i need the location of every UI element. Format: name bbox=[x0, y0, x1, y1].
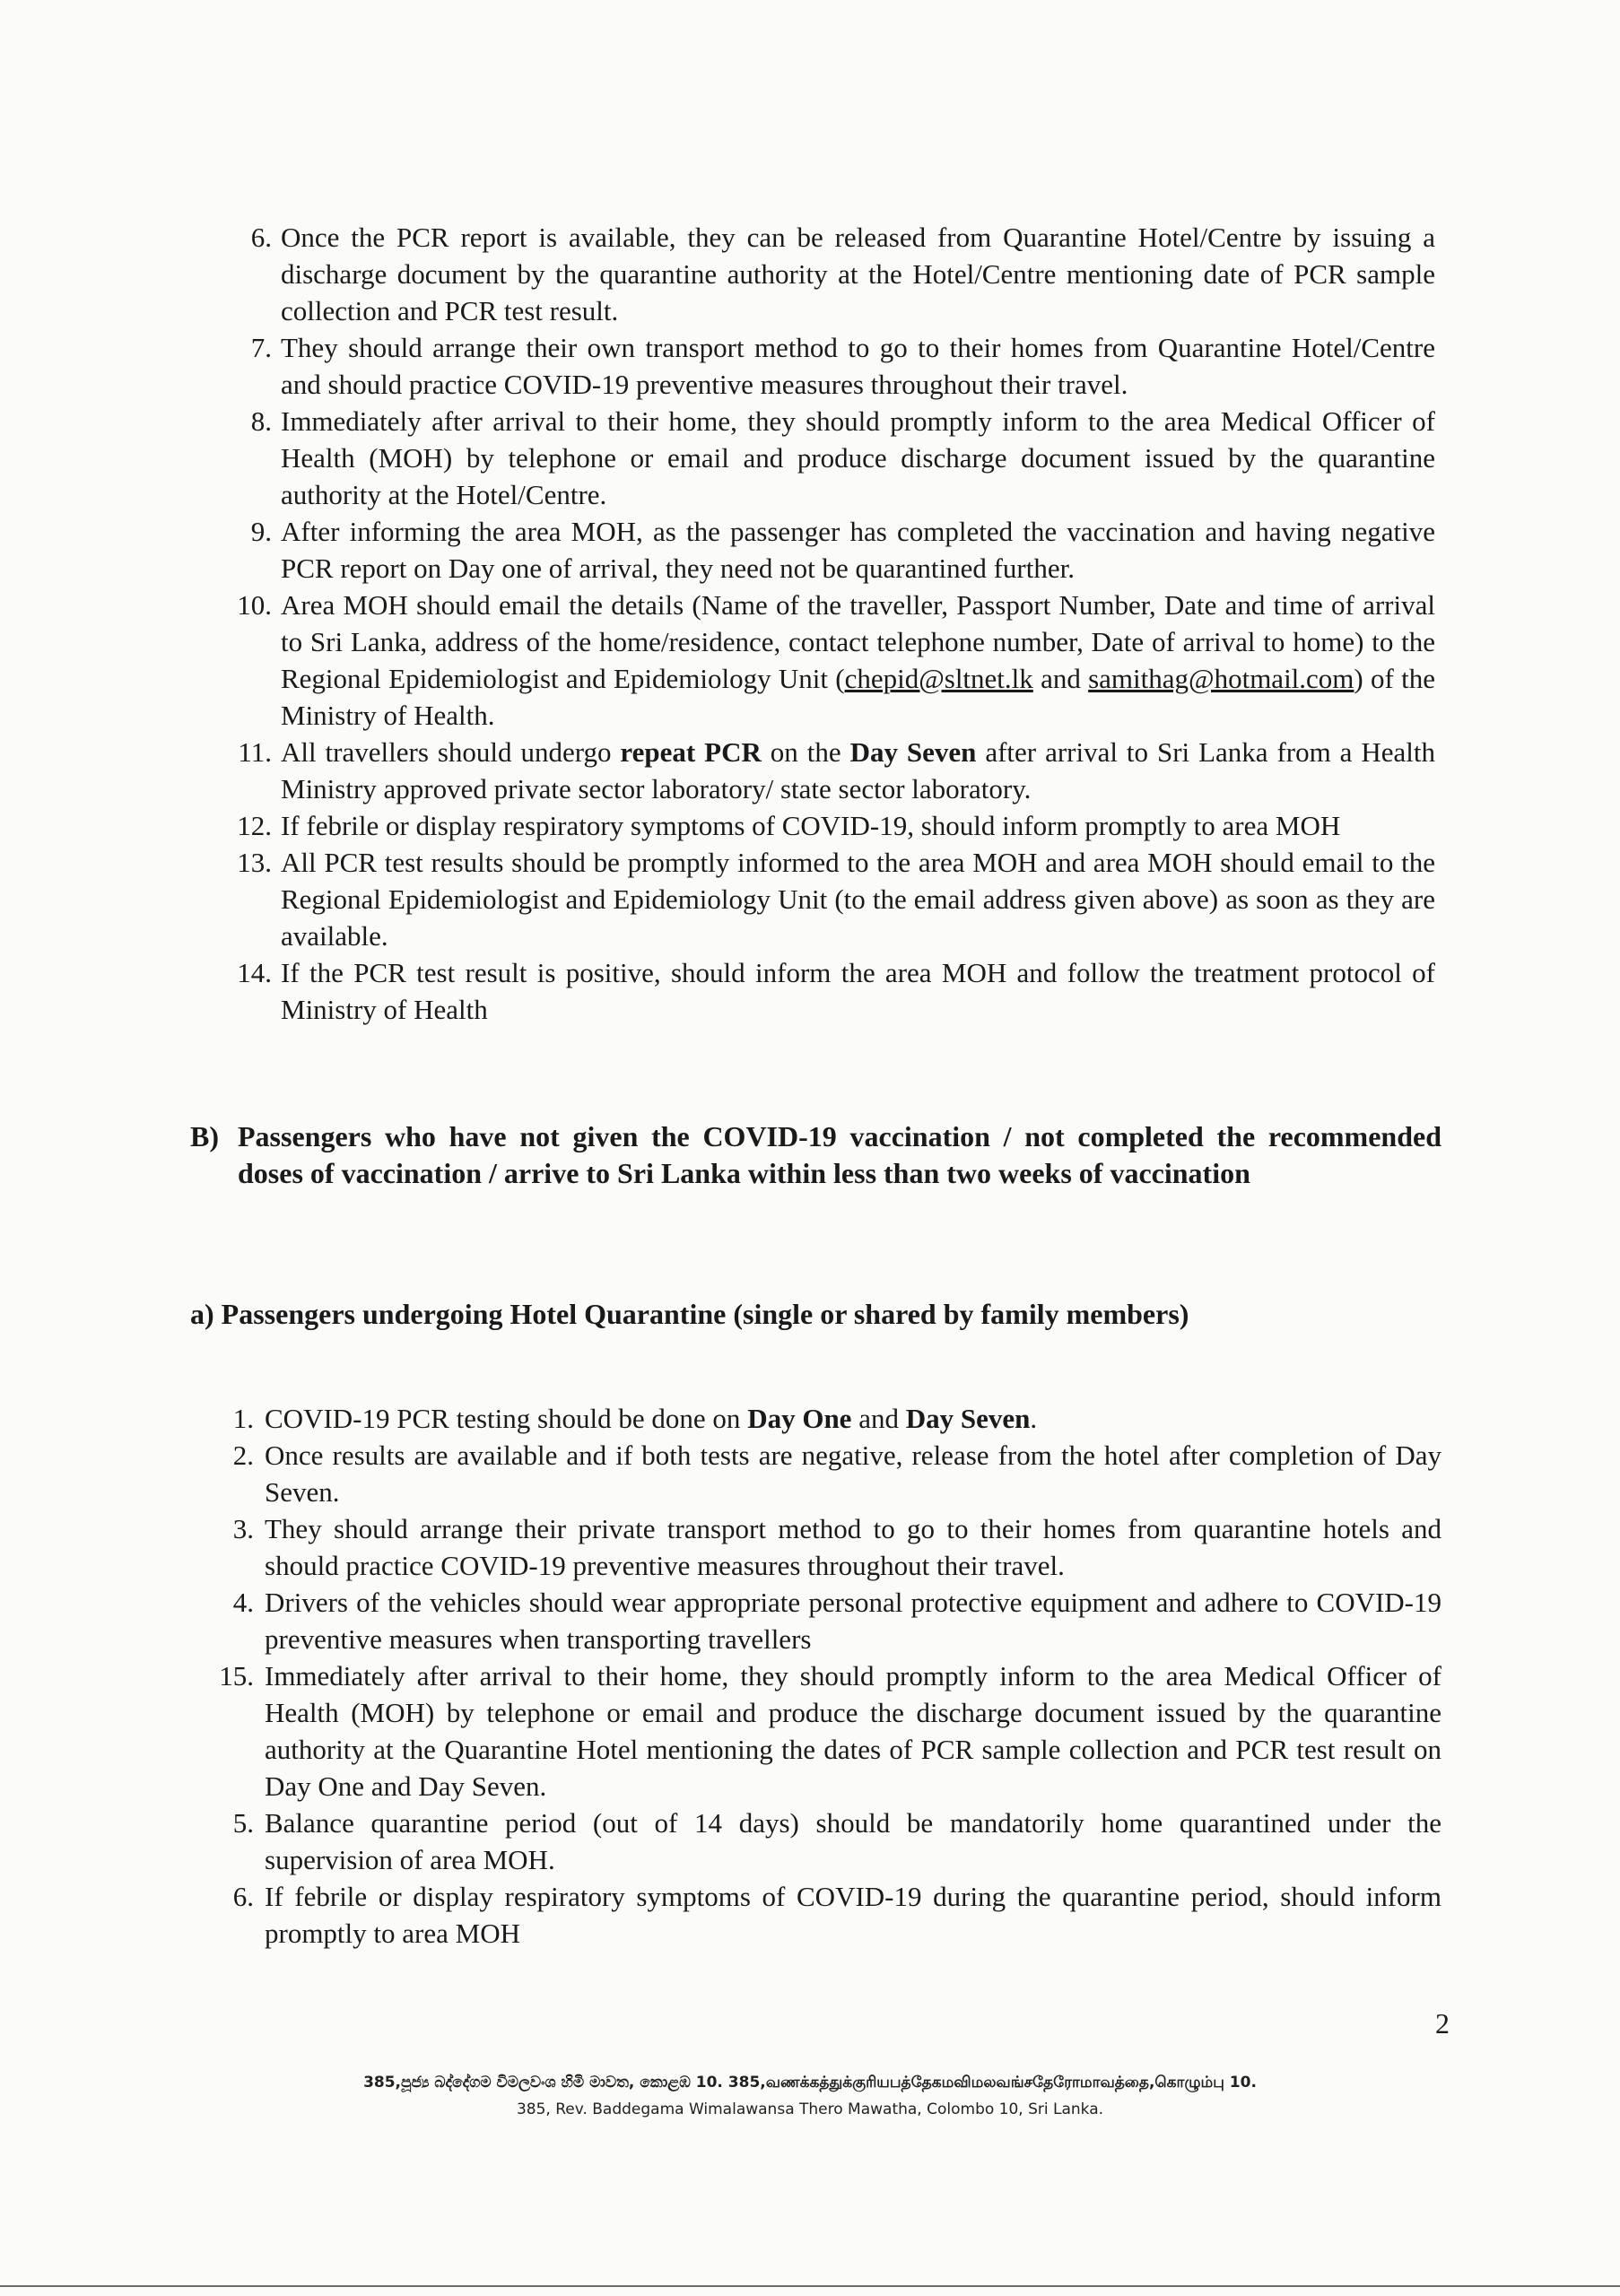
list-item bbox=[250, 403, 1435, 513]
list-item bbox=[232, 1510, 1441, 1584]
footer-address-english: 385, Rev. Baddegama Wimalawansa Thero Mawatha, Colombo 10, Sri Lanka. bbox=[516, 2100, 1104, 2118]
item-text: They should arrange their private transport method to go to their homes from quarantine hotels and should practice COVID-19 preventive measures throughout their travel. bbox=[265, 1513, 1441, 1581]
item-number: 9. bbox=[250, 516, 272, 547]
item-text: . bbox=[1030, 1403, 1038, 1434]
list-item bbox=[250, 329, 1435, 403]
item-text: ) of the Ministry of Health. bbox=[281, 663, 1435, 731]
item-number: 4. bbox=[232, 1587, 254, 1618]
item-text: after arrival to Sri Lanka from a Health Ministry approved private sector laboratory/ state sector laboratory. bbox=[281, 736, 1436, 804]
item-text: If the PCR test result is positive, should inform the area MOH and follow the treatment protocol of Ministry of Health bbox=[281, 957, 1435, 1025]
item-text: Immediately after arrival to their home, they should promptly inform to the area Medical Officer of Health (MOH) by telephone or email and produce the discharge document issued by the quarantine authority at the Quarantine Hotel mentioning the dates of PCR sample collection and PCR test result on Day One and Day Seven. bbox=[265, 1660, 1441, 1802]
section-a-numbered-list bbox=[237, 219, 1436, 1028]
list-item bbox=[238, 734, 1436, 807]
list-item bbox=[237, 844, 1435, 954]
email-link-samithag[interactable]: samithag@hotmail.com bbox=[1088, 663, 1354, 694]
item-text: and bbox=[851, 1403, 906, 1434]
list-item bbox=[250, 219, 1435, 329]
item-number: 8. bbox=[250, 405, 272, 437]
item-text: and bbox=[1032, 663, 1089, 694]
list-item bbox=[219, 1657, 1441, 1805]
item-text: All travellers should undergo bbox=[281, 736, 621, 768]
list-item bbox=[232, 1584, 1441, 1657]
emphasis-text: Day Seven bbox=[849, 736, 977, 768]
item-number: 10. bbox=[237, 589, 272, 621]
section-label: B) bbox=[190, 1120, 219, 1152]
list-item bbox=[232, 1400, 1441, 1437]
page-number: 2 bbox=[1435, 2007, 1450, 2039]
emphasis-text: Day Seven bbox=[905, 1403, 1031, 1434]
item-number: 14. bbox=[237, 957, 272, 988]
item-number: 1. bbox=[232, 1403, 254, 1434]
bottom-rule-divider bbox=[0, 2285, 1620, 2287]
subsection-a-numbered-list bbox=[219, 1400, 1441, 1952]
item-number: 5. bbox=[232, 1807, 254, 1839]
item-text: Balance quarantine period (out of 14 days) should be mandatorily home quarantined under the supervision of area MOH. bbox=[265, 1807, 1441, 1875]
item-text: All PCR test results should be promptly informed to the area MOH and area MOH should email to the Regional Epidemiologist and Epidemiology Unit (to the email address given above) as soon as they are available. bbox=[281, 847, 1435, 952]
item-number: 6. bbox=[232, 1881, 254, 1912]
list-item bbox=[232, 1878, 1441, 1952]
list-item bbox=[250, 513, 1435, 587]
item-number: 15. bbox=[219, 1660, 254, 1692]
section-title: Passengers who have not given the COVID-19 vaccination / not completed the recommended doses of vaccination / arrive to Sri Lanka within less than two weeks of vaccination bbox=[238, 1120, 1441, 1189]
subsection-a-heading: a) Passengers undergoing Hotel Quarantine (single or shared by family members) bbox=[190, 1298, 1189, 1330]
item-text: If febrile or display respiratory symptoms of COVID-19 during the quarantine period, should inform promptly to area MOH bbox=[265, 1881, 1441, 1949]
item-text: Area MOH should email the details (Name of the traveller, Passport Number, Date and time of arrival to Sri Lanka, address of the home/residence, contact telephone number, Date of arrival to home) to the Regional Epidemiologist and Epidemiology Unit ( bbox=[281, 589, 1435, 694]
list-item bbox=[232, 1437, 1441, 1510]
item-number: 7. bbox=[250, 332, 272, 363]
item-number: 12. bbox=[237, 810, 272, 841]
item-number: 6. bbox=[250, 222, 272, 253]
item-number: 3. bbox=[232, 1513, 254, 1544]
item-number: 2. bbox=[232, 1439, 254, 1471]
email-link-chepid[interactable]: chepid@sltnet.lk bbox=[844, 663, 1033, 694]
item-number: 11. bbox=[238, 736, 272, 768]
item-text: on the bbox=[761, 736, 850, 768]
item-text: They should arrange their own transport method to go to their homes from Quarantine Hotel/Centre and should practice COVID-19 preventive measures throughout their travel. bbox=[281, 332, 1435, 400]
section-b-heading bbox=[190, 1118, 1441, 1192]
item-text: Drivers of the vehicles should wear appropriate personal protective equipment and adhere to COVID-19 preventive measures when transporting travellers bbox=[265, 1587, 1441, 1655]
footer-address-local: 385,පූජ්‍ය බද්දේගම විමලවංශ හිමි මාවත, කොළඹ 10. 385,வணக்கத்துக்குரியபத்தேகமவிமலவங்சதேரோமாவத்தை,கொழும்பு 10. bbox=[363, 2074, 1257, 2092]
item-text: After informing the area MOH, as the passenger has completed the vaccination and having negative PCR report on Day one of arrival, they need not be quarantined further. bbox=[281, 516, 1435, 584]
emphasis-text: repeat PCR bbox=[620, 736, 762, 768]
emphasis-text: Day One bbox=[747, 1403, 852, 1434]
list-item bbox=[237, 807, 1435, 844]
item-text: If febrile or display respiratory symptoms of COVID-19, should inform promptly to area MOH bbox=[281, 810, 1341, 841]
item-number: 13. bbox=[237, 847, 272, 878]
item-text: Once the PCR report is available, they can be released from Quarantine Hotel/Centre by issuing a discharge document by the quarantine authority at the Hotel/Centre mentioning date of PCR sample collection and PCR test result. bbox=[281, 222, 1435, 326]
item-text: Once results are available and if both tests are negative, release from the hotel after completion of Day Seven. bbox=[265, 1439, 1441, 1508]
list-item bbox=[237, 954, 1435, 1028]
list-item bbox=[232, 1805, 1441, 1878]
item-text: Immediately after arrival to their home, they should promptly inform to the area Medical Officer of Health (MOH) by telephone or email and produce discharge document issued by the quarantine authority at the Hotel/Centre. bbox=[281, 405, 1435, 510]
item-text: COVID-19 PCR testing should be done on bbox=[265, 1403, 748, 1434]
list-item bbox=[237, 587, 1435, 734]
